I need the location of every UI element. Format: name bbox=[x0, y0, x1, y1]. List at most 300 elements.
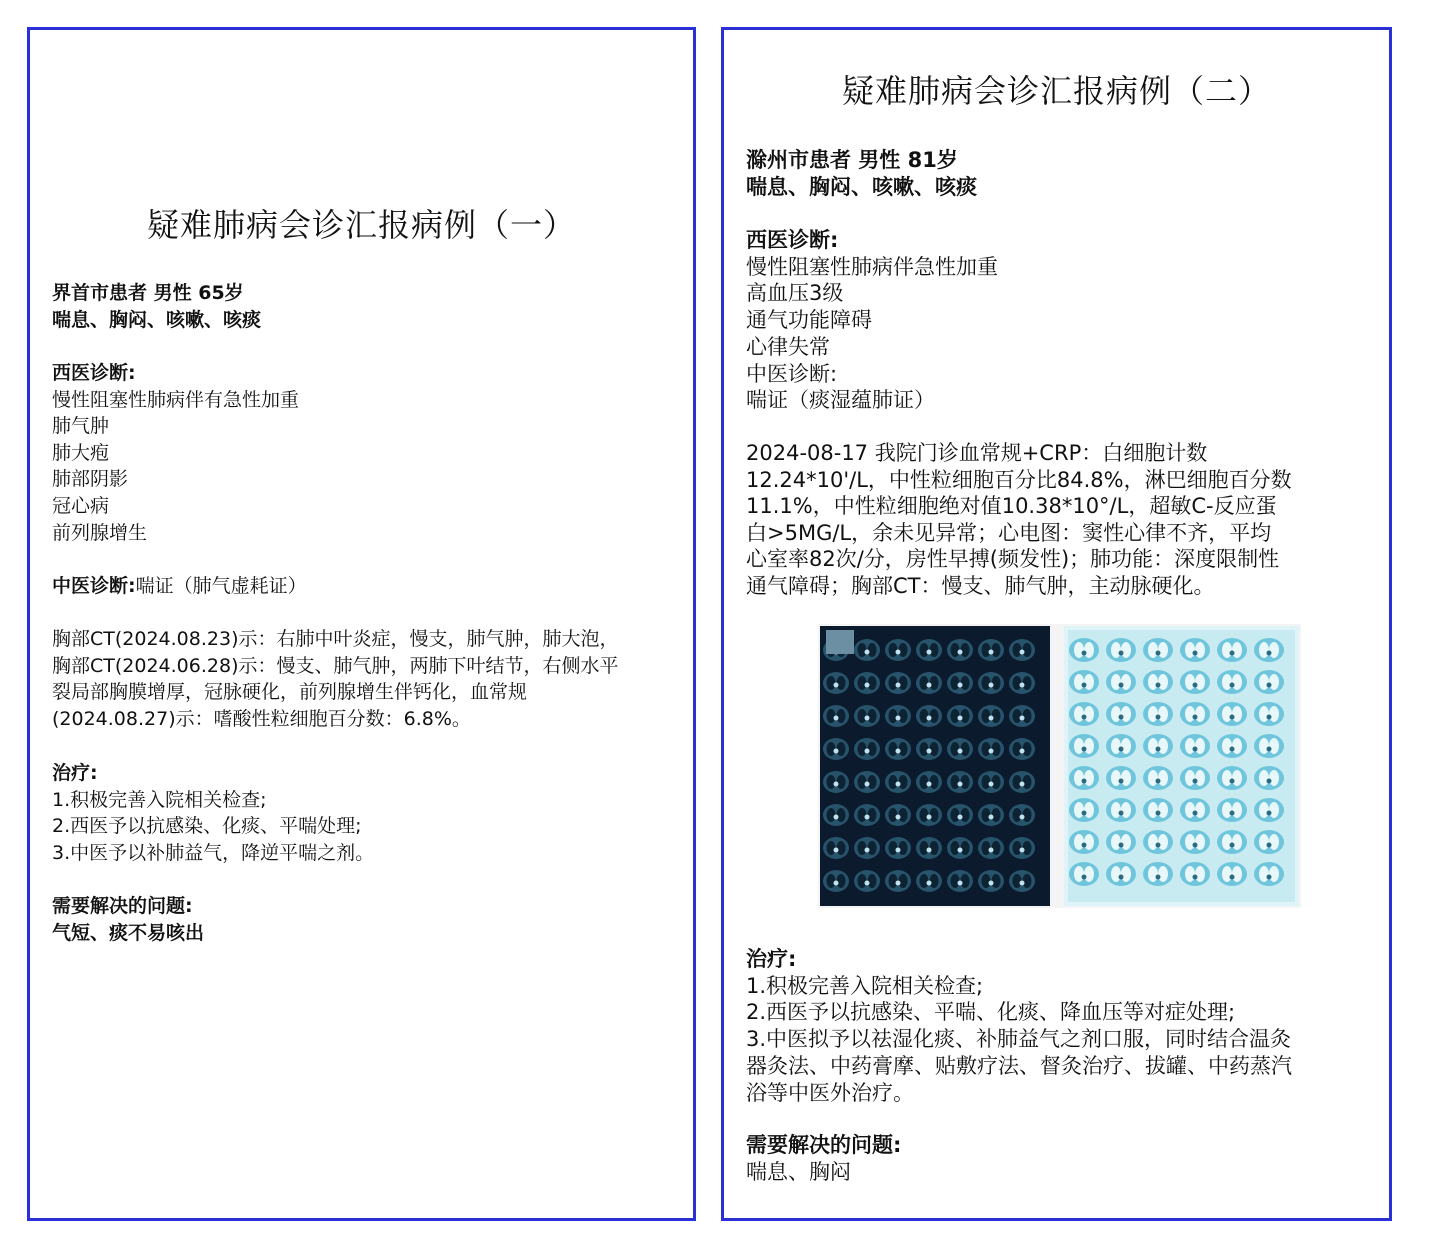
ct-spine bbox=[927, 848, 932, 853]
ct-spine bbox=[958, 716, 963, 721]
ct-lung bbox=[1013, 808, 1022, 822]
ct-film-graphic bbox=[818, 624, 1301, 908]
ct-lung bbox=[1259, 866, 1269, 882]
ct-lung bbox=[868, 742, 877, 756]
ct-spine bbox=[927, 749, 932, 754]
ct-lung bbox=[1222, 738, 1232, 754]
ct-spine bbox=[1020, 881, 1025, 886]
ct-lung bbox=[961, 808, 970, 822]
ct-lung bbox=[1148, 834, 1158, 850]
ct-lung bbox=[827, 874, 836, 888]
ct-spine bbox=[1230, 875, 1235, 880]
ct-lung bbox=[889, 676, 898, 690]
ct-spine bbox=[896, 881, 901, 886]
ct-lung bbox=[1232, 674, 1242, 690]
ct-lung bbox=[868, 775, 877, 789]
ct-lung bbox=[1158, 834, 1168, 850]
ct-spine bbox=[1082, 715, 1087, 720]
ct-scout bbox=[826, 630, 854, 654]
ct-lung bbox=[1232, 866, 1242, 882]
ct-lung bbox=[1148, 674, 1158, 690]
ct-lung bbox=[899, 643, 908, 657]
ct-lung bbox=[1195, 770, 1205, 786]
ct-lung bbox=[1158, 642, 1168, 658]
ct-lung bbox=[889, 709, 898, 723]
ct-film-left bbox=[820, 626, 1050, 906]
ct-spine bbox=[958, 881, 963, 886]
ct-spine bbox=[1082, 779, 1087, 784]
ct-lung bbox=[1121, 642, 1131, 658]
ct-lung bbox=[1084, 834, 1094, 850]
diagnosis-item: 前列腺增生 bbox=[52, 521, 148, 544]
ct-spine bbox=[1082, 843, 1087, 848]
ct-lung bbox=[951, 841, 960, 855]
ct-spine bbox=[989, 881, 994, 886]
ct-lung bbox=[827, 709, 836, 723]
ct-lung bbox=[858, 775, 867, 789]
ct-lung bbox=[1084, 674, 1094, 690]
ct-lung bbox=[982, 676, 991, 690]
section-label: 西医诊断: bbox=[746, 228, 839, 252]
ct-lung bbox=[1023, 874, 1032, 888]
tcm-diagnosis bbox=[52, 573, 675, 600]
ct-lung bbox=[837, 808, 846, 822]
ct-spine bbox=[958, 683, 963, 688]
ct-lung bbox=[1269, 642, 1279, 658]
ct-spine bbox=[1119, 875, 1124, 880]
section-label: 中医诊断: bbox=[52, 575, 136, 597]
problem-text: 气短、痰不易咳出 bbox=[52, 921, 205, 944]
ct-spine bbox=[1193, 811, 1198, 816]
ct-spine bbox=[834, 716, 839, 721]
ct-spine bbox=[927, 716, 932, 721]
ct-spine bbox=[927, 650, 932, 655]
diagnosis-value: 喘证（肺气虚耗证） bbox=[135, 575, 307, 597]
ct-lung bbox=[982, 874, 991, 888]
treatment-item: 2.西医予以抗感染、平喘、化痰、降血压等对症处理; bbox=[746, 1000, 1236, 1025]
ct-lung bbox=[1269, 866, 1279, 882]
ct-lung bbox=[1023, 841, 1032, 855]
diagnosis-item: 心律失常 bbox=[746, 334, 830, 359]
ct-spine bbox=[865, 881, 870, 886]
ct-lung bbox=[982, 775, 991, 789]
treatment-item: 1.积极完善入院相关检查; bbox=[746, 973, 984, 998]
ct-lung bbox=[951, 742, 960, 756]
ct-lung bbox=[1148, 770, 1158, 786]
ct-spine bbox=[1119, 747, 1124, 752]
ct-lung bbox=[951, 709, 960, 723]
ct-spine bbox=[1156, 779, 1161, 784]
ct-spine bbox=[1267, 683, 1272, 688]
ct-lung bbox=[1148, 642, 1158, 658]
ct-lung bbox=[1111, 738, 1121, 754]
ct-lung bbox=[951, 775, 960, 789]
ct-lung bbox=[1259, 706, 1269, 722]
ct-spine bbox=[989, 848, 994, 853]
ct-spine bbox=[1193, 875, 1198, 880]
ct-lung bbox=[1084, 802, 1094, 818]
ct-lung bbox=[951, 643, 960, 657]
ct-lung bbox=[1023, 742, 1032, 756]
exam-results bbox=[746, 440, 1371, 600]
ct-lung bbox=[1259, 674, 1269, 690]
patient-line: 界首市患者 男性 65岁 bbox=[52, 282, 244, 304]
ct-spine bbox=[834, 683, 839, 688]
ct-lung bbox=[1074, 802, 1084, 818]
ct-spine bbox=[927, 815, 932, 820]
ct-lung bbox=[1232, 642, 1242, 658]
diagnosis-item: 通气功能障碍 bbox=[746, 308, 872, 333]
ct-lung bbox=[1023, 643, 1032, 657]
ct-lung bbox=[1259, 770, 1269, 786]
ct-spine bbox=[865, 716, 870, 721]
ct-lung bbox=[930, 709, 939, 723]
western-diagnosis bbox=[52, 360, 675, 546]
ct-spine bbox=[1267, 811, 1272, 816]
ct-lung bbox=[1013, 841, 1022, 855]
ct-lung bbox=[1158, 738, 1168, 754]
ct-lung bbox=[1259, 834, 1269, 850]
ct-lung bbox=[930, 676, 939, 690]
ct-lung bbox=[1074, 770, 1084, 786]
ct-lung bbox=[930, 742, 939, 756]
ct-lung bbox=[1013, 742, 1022, 756]
ct-spine bbox=[896, 848, 901, 853]
ct-lung bbox=[899, 808, 908, 822]
ct-lung bbox=[1269, 802, 1279, 818]
ct-spine bbox=[1082, 875, 1087, 880]
ct-spine bbox=[927, 683, 932, 688]
ct-lung bbox=[1013, 874, 1022, 888]
ct-spine bbox=[1020, 815, 1025, 820]
patient-line: 滁州市患者 男性 81岁 bbox=[746, 148, 958, 172]
symptoms-line: 喘息、胸闷、咳嗽、咳痰 bbox=[746, 174, 977, 199]
ct-lung bbox=[1232, 706, 1242, 722]
ct-lung bbox=[1121, 834, 1131, 850]
ct-lung bbox=[1013, 676, 1022, 690]
ct-lung bbox=[1222, 642, 1232, 658]
ct-spine bbox=[1230, 811, 1235, 816]
ct-spine bbox=[1230, 747, 1235, 752]
ct-spine bbox=[1119, 651, 1124, 656]
ct-lung bbox=[1222, 866, 1232, 882]
ct-lung bbox=[992, 775, 1001, 789]
ct-lung bbox=[1074, 642, 1084, 658]
ct-spine bbox=[865, 650, 870, 655]
ct-spine bbox=[1230, 843, 1235, 848]
ct-lung bbox=[1232, 802, 1242, 818]
ct-lung bbox=[930, 643, 939, 657]
ct-lung bbox=[1185, 802, 1195, 818]
case-card-2 bbox=[721, 27, 1392, 1221]
ct-spine bbox=[1230, 715, 1235, 720]
ct-spine bbox=[989, 782, 994, 787]
ct-lung bbox=[1195, 642, 1205, 658]
section-label: 中医诊断: bbox=[746, 361, 838, 386]
ct-lung bbox=[992, 709, 1001, 723]
ct-lung bbox=[889, 643, 898, 657]
western-diagnosis bbox=[746, 227, 1371, 414]
ct-lung bbox=[899, 676, 908, 690]
ct-lung bbox=[1259, 802, 1269, 818]
ct-spine bbox=[1267, 747, 1272, 752]
diagnosis-item: 肺部阴影 bbox=[52, 468, 129, 491]
ct-spine bbox=[1193, 683, 1198, 688]
ct-spine bbox=[1267, 779, 1272, 784]
problem-text: 喘息、胸闷 bbox=[746, 1159, 851, 1184]
ct-spine bbox=[1020, 716, 1025, 721]
ct-spine bbox=[1267, 715, 1272, 720]
ct-lung bbox=[837, 841, 846, 855]
ct-lung bbox=[1269, 706, 1279, 722]
ct-lung bbox=[858, 808, 867, 822]
ct-lung bbox=[1023, 676, 1032, 690]
ct-lung bbox=[1023, 709, 1032, 723]
ct-lung bbox=[899, 841, 908, 855]
ct-spine bbox=[927, 881, 932, 886]
ct-lung bbox=[1074, 674, 1084, 690]
ct-lung bbox=[1195, 866, 1205, 882]
ct-lung bbox=[920, 709, 929, 723]
ct-spine bbox=[1156, 811, 1161, 816]
ct-lung bbox=[1111, 866, 1121, 882]
exam-line: 胸部CT(2024.08.23)示：右肺中叶炎症，慢支，肺气肿，肺大泡， bbox=[52, 628, 619, 650]
ct-lung bbox=[920, 742, 929, 756]
ct-spine bbox=[896, 815, 901, 820]
ct-spine bbox=[1119, 715, 1124, 720]
ct-lung bbox=[992, 643, 1001, 657]
ct-lung bbox=[1259, 642, 1269, 658]
ct-lung bbox=[1111, 770, 1121, 786]
ct-lung bbox=[961, 643, 970, 657]
treatment bbox=[52, 760, 675, 866]
exam-results bbox=[52, 626, 675, 732]
ct-lung bbox=[992, 874, 1001, 888]
ct-lung bbox=[899, 874, 908, 888]
ct-spine bbox=[958, 815, 963, 820]
ct-lung bbox=[1084, 706, 1094, 722]
ct-spine bbox=[1082, 651, 1087, 656]
ct-spine bbox=[1230, 683, 1235, 688]
ct-spine bbox=[927, 782, 932, 787]
ct-lung bbox=[827, 676, 836, 690]
ct-lung bbox=[899, 775, 908, 789]
ct-spine bbox=[958, 650, 963, 655]
ct-lung bbox=[1158, 706, 1168, 722]
ct-spine bbox=[896, 782, 901, 787]
ct-lung bbox=[1195, 706, 1205, 722]
ct-lung bbox=[992, 841, 1001, 855]
ct-spine bbox=[1193, 651, 1198, 656]
patient-info bbox=[746, 147, 1371, 200]
ct-lung bbox=[920, 676, 929, 690]
ct-lung bbox=[889, 841, 898, 855]
ct-lung bbox=[951, 676, 960, 690]
ct-lung bbox=[1084, 642, 1094, 658]
ct-lung bbox=[1158, 770, 1168, 786]
treatment-item: 2.西医予以抗感染、化痰、平喘处理; bbox=[52, 815, 362, 838]
ct-lung bbox=[1121, 674, 1131, 690]
ct-spine bbox=[1119, 779, 1124, 784]
diagnosis-item: 高血压3级 bbox=[746, 281, 844, 306]
ct-lung bbox=[1121, 738, 1131, 754]
ct-spine bbox=[1267, 843, 1272, 848]
ct-lung bbox=[1222, 706, 1232, 722]
ct-lung bbox=[1084, 738, 1094, 754]
exam-line: (2024.08.27)示：嗜酸性粒细胞百分数：6.8%。 bbox=[52, 707, 471, 730]
diagnosis-item: 肺气肿 bbox=[52, 415, 110, 438]
diagnosis-item: 冠心病 bbox=[52, 494, 110, 517]
ct-spine bbox=[1193, 843, 1198, 848]
ct-lung bbox=[1013, 775, 1022, 789]
ct-lung bbox=[858, 709, 867, 723]
ct-spine bbox=[958, 782, 963, 787]
treatment bbox=[746, 946, 1371, 1106]
ct-spine bbox=[1156, 875, 1161, 880]
ct-lung bbox=[868, 643, 877, 657]
ct-lung bbox=[1269, 738, 1279, 754]
ct-lung bbox=[1185, 738, 1195, 754]
ct-lung bbox=[1121, 802, 1131, 818]
ct-lung bbox=[1121, 866, 1131, 882]
treatment-item: 3.中医拟予以祛湿化痰、补肺益气之剂口服，同时结合温灸 bbox=[746, 1027, 1292, 1052]
ct-lung bbox=[1111, 834, 1121, 850]
ct-spine bbox=[1267, 651, 1272, 656]
ct-spine bbox=[1119, 843, 1124, 848]
ct-spine bbox=[834, 782, 839, 787]
ct-lung bbox=[889, 808, 898, 822]
diagnosis-item: 慢性阻塞性肺病伴急性加重 bbox=[746, 254, 998, 279]
ct-lung bbox=[1074, 834, 1084, 850]
ct-lung bbox=[1158, 802, 1168, 818]
ct-spine bbox=[1082, 683, 1087, 688]
ct-spine bbox=[834, 815, 839, 820]
ct-lung bbox=[837, 709, 846, 723]
ct-lung bbox=[858, 742, 867, 756]
ct-lung bbox=[837, 874, 846, 888]
ct-spine bbox=[989, 650, 994, 655]
ct-spine bbox=[1156, 747, 1161, 752]
ct-lung bbox=[961, 775, 970, 789]
ct-spine bbox=[834, 749, 839, 754]
ct-spine bbox=[1193, 779, 1198, 784]
treatment-item: 器灸法、中药膏摩、贴敷疗法、督灸治疗、拔罐、中药蒸汽 bbox=[746, 1053, 1292, 1078]
ct-lung bbox=[1195, 738, 1205, 754]
ct-lung bbox=[1023, 808, 1032, 822]
ct-lung bbox=[1148, 866, 1158, 882]
ct-lung bbox=[1074, 706, 1084, 722]
ct-lung bbox=[1074, 738, 1084, 754]
ct-lung bbox=[951, 808, 960, 822]
ct-spine bbox=[989, 749, 994, 754]
ct-lung bbox=[982, 643, 991, 657]
ct-lung bbox=[920, 808, 929, 822]
ct-lung bbox=[1269, 770, 1279, 786]
ct-lung bbox=[1259, 738, 1269, 754]
ct-spine bbox=[865, 815, 870, 820]
ct-lung bbox=[930, 874, 939, 888]
ct-spine bbox=[1082, 747, 1087, 752]
section-label: 需要解决的问题: bbox=[746, 1133, 902, 1157]
symptoms-line: 喘息、胸闷、咳嗽、咳痰 bbox=[52, 308, 262, 331]
ct-lung bbox=[982, 808, 991, 822]
ct-lung bbox=[1222, 802, 1232, 818]
ct-lung bbox=[868, 676, 877, 690]
ct-lung bbox=[1232, 738, 1242, 754]
ct-film-tint bbox=[1068, 630, 1295, 902]
ct-lung bbox=[961, 874, 970, 888]
ct-lung bbox=[1111, 706, 1121, 722]
ct-lung bbox=[1148, 738, 1158, 754]
ct-lung bbox=[1148, 802, 1158, 818]
exam-line: 心室率82次/分，房性早搏(频发性)；肺功能：深度限制性 bbox=[746, 547, 1280, 572]
ct-lung bbox=[1269, 674, 1279, 690]
section-label: 需要解决的问题: bbox=[52, 895, 193, 917]
treatment-item: 浴等中医外治疗。 bbox=[746, 1080, 914, 1105]
ct-lung bbox=[1084, 866, 1094, 882]
ct-lung bbox=[961, 709, 970, 723]
ct-lung bbox=[1195, 802, 1205, 818]
ct-spine bbox=[865, 749, 870, 754]
ct-lung bbox=[1111, 674, 1121, 690]
ct-lung bbox=[930, 775, 939, 789]
ct-spine bbox=[1156, 651, 1161, 656]
ct-lung bbox=[1185, 674, 1195, 690]
ct-spine bbox=[1020, 749, 1025, 754]
ct-lung bbox=[858, 676, 867, 690]
ct-lung bbox=[1185, 642, 1195, 658]
ct-lung bbox=[961, 676, 970, 690]
ct-lung bbox=[827, 808, 836, 822]
ct-spine bbox=[865, 848, 870, 853]
ct-lung bbox=[1074, 866, 1084, 882]
section-label: 治疗: bbox=[746, 947, 797, 971]
diagnosis-item: 慢性阻塞性肺病伴有急性加重 bbox=[52, 388, 300, 411]
ct-lung bbox=[1111, 802, 1121, 818]
ct-lung bbox=[1185, 866, 1195, 882]
ct-spine bbox=[896, 716, 901, 721]
ct-lung bbox=[827, 841, 836, 855]
ct-lung bbox=[1222, 674, 1232, 690]
ct-spine bbox=[1230, 779, 1235, 784]
ct-spine bbox=[958, 749, 963, 754]
ct-lung bbox=[837, 775, 846, 789]
ct-spine bbox=[896, 749, 901, 754]
ct-spine bbox=[1020, 650, 1025, 655]
diagnosis-item: 肺大疱 bbox=[52, 441, 110, 464]
ct-spine bbox=[1230, 651, 1235, 656]
ct-lung bbox=[992, 808, 1001, 822]
ct-lung bbox=[827, 742, 836, 756]
ct-spine bbox=[1193, 747, 1198, 752]
ct-spine bbox=[989, 716, 994, 721]
ct-lung bbox=[1232, 770, 1242, 786]
ct-lung bbox=[930, 841, 939, 855]
ct-spine bbox=[865, 683, 870, 688]
ct-lung bbox=[889, 874, 898, 888]
patient-info bbox=[52, 280, 675, 333]
ct-lung bbox=[961, 742, 970, 756]
ct-lung bbox=[1084, 770, 1094, 786]
chest-ct-films-image bbox=[818, 624, 1301, 908]
ct-lung bbox=[1222, 834, 1232, 850]
ct-lung bbox=[1222, 770, 1232, 786]
exam-line: 11.1%，中性粒细胞绝对值10.38*10°/L，超敏C-反应蛋 bbox=[746, 494, 1277, 519]
diagnosis-item: 喘证（痰湿蕴肺证） bbox=[746, 388, 935, 413]
ct-lung bbox=[992, 742, 1001, 756]
ct-spine bbox=[958, 848, 963, 853]
ct-lung bbox=[889, 742, 898, 756]
